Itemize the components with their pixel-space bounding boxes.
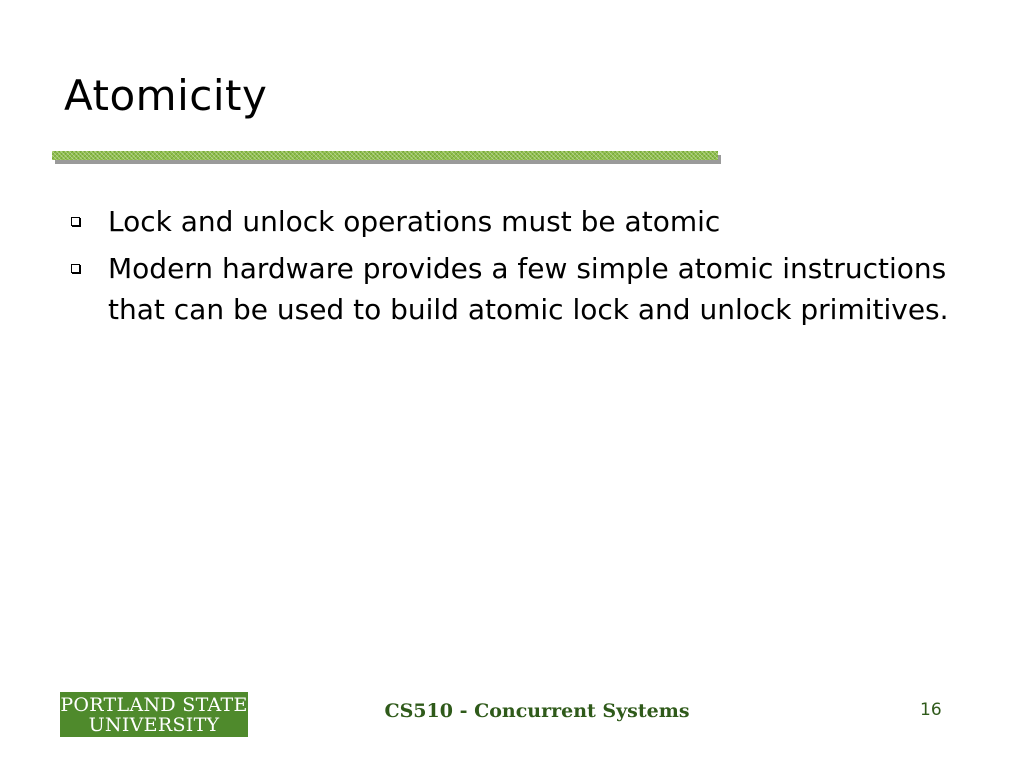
bullet-text: Modern hardware provides a few simple atomic instructions that can be used to build atomic lock and unlock primitives. [108,252,949,326]
bullet-text: Lock and unlock operations must be atomic [108,205,721,238]
square-bullet-icon [71,217,80,226]
bullet-item [70,248,950,330]
course-footer: CS510 - Concurrent Systems [384,700,690,722]
square-bullet-icon [71,264,80,273]
logo-line-1: PORTLAND STATE [60,693,248,716]
logo-line-2: UNIVERSITY [88,713,220,736]
bullet-item [70,201,950,242]
slide-title: Atomicity [64,71,268,120]
bullet-list [70,201,950,336]
page-number: 16 [920,700,942,720]
university-logo [60,692,248,737]
title-divider-bar [52,151,718,160]
title-divider [52,151,722,165]
